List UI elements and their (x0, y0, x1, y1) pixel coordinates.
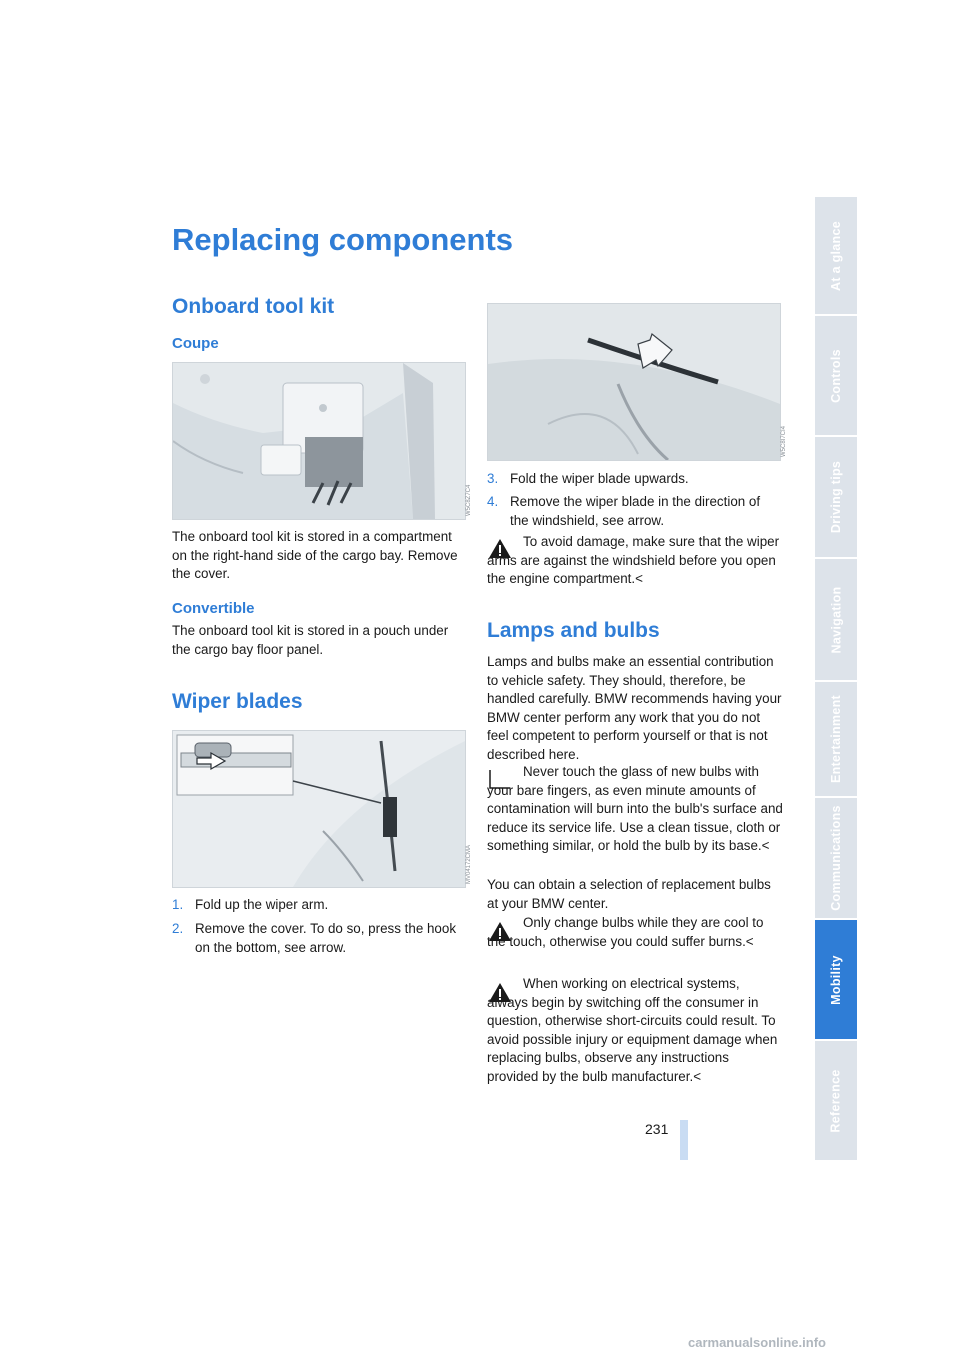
tab-label: Controls (829, 348, 844, 403)
glass-note (487, 763, 783, 856)
page-title: Replacing components (172, 222, 514, 257)
step-1 (172, 896, 467, 915)
subheading-coupe: Coupe (172, 335, 219, 352)
tab-navigation[interactable] (815, 559, 857, 680)
tab-label: Communications (829, 805, 844, 911)
figure-code: W5C8Z7C4 (466, 484, 472, 516)
step-text: Fold the wiper blade upwards. (510, 471, 689, 486)
section-heading-tool-kit: Onboard tool kit (172, 295, 335, 318)
electrical-warning (487, 975, 783, 1086)
watermark: carmanualsonline.info (688, 1335, 826, 1350)
step-number: 2. (172, 921, 184, 936)
selection-text: You can obtain a selection of replacement bulbs at your BMW center. (487, 877, 771, 911)
figure-code: W5C8I7CI4 (781, 425, 787, 457)
tab-at-a-glance[interactable] (815, 197, 857, 314)
subheading-convertible: Convertible (172, 600, 255, 617)
step-4 (487, 493, 782, 530)
step-number: 3. (487, 471, 499, 486)
step-number: 1. (172, 897, 184, 912)
coupe-text: The onboard tool kit is stored in a compartment on the right-hand side of the cargo bay. Remove the cover. (172, 529, 458, 581)
cool-warning-text: Only change bulbs while they are cool to the touch, otherwise you could suffer burns.< (487, 915, 764, 949)
tab-entertainment[interactable] (815, 682, 857, 796)
tab-label: Entertainment (829, 695, 844, 783)
electrical-warning-text: When working on electrical systems, always begin by switching off the consumer in question, otherwise short-circuits could result. To avoid possible injury or equipment damage when replacing bulbs, observe any instructions provided by the bulb manufacturer.< (487, 976, 778, 1084)
cool-warning (487, 914, 783, 951)
step-text: Remove the cover. To do so, press the hook on the bottom, see arrow. (195, 921, 457, 955)
figure-code: MV04172CMA (466, 844, 472, 884)
tab-label: Mobility (829, 954, 843, 1005)
figure-wiper-blade (487, 303, 781, 461)
section-heading-lamps: Lamps and bulbs (487, 619, 660, 642)
step-2 (172, 920, 467, 957)
step-text: Fold up the wiper arm. (195, 897, 329, 912)
wiper-warning (487, 533, 783, 589)
glass-note-text: Never touch the glass of new bulbs with your bare fingers, as even minute amounts of contamination will burn into the bulb's surface and reduce its service life. Use a clean tissue, cloth or something similar, or hold the bulb by its base.< (487, 764, 783, 853)
figure-wiper-arm (172, 730, 466, 888)
step-number: 4. (487, 494, 499, 509)
step-text: Remove the wiper blade in the direction of the windshield, see arrow. (510, 494, 761, 528)
tab-label: Navigation (829, 586, 843, 653)
wiper-warning-text: To avoid damage, make sure that the wiper arms are against the windshield before you open the engine compartment.< (487, 534, 780, 586)
tab-label: At a glance (829, 220, 843, 291)
figure-cargo-compartment (172, 362, 466, 520)
lamps-intro: Lamps and bulbs make an essential contribution to vehicle safety. They should, therefore, be handled carefully. BMW recommends having your BMW center perform any work that you do not feel competent to perform yourself or that is not described here. (487, 654, 782, 762)
tab-reference[interactable] (815, 1041, 857, 1160)
tab-controls[interactable] (815, 316, 857, 435)
tab-communications[interactable] (815, 798, 857, 918)
step-3 (487, 470, 782, 489)
tab-label: Driving tips (829, 460, 844, 534)
tab-driving-tips[interactable] (815, 437, 857, 557)
page-marker (680, 1120, 688, 1160)
tab-mobility[interactable] (815, 920, 857, 1039)
page-number: 231 (645, 1121, 669, 1137)
convertible-text: The onboard tool kit is stored in a pouch under the cargo bay floor panel. (172, 623, 449, 657)
tab-label: Reference (829, 1068, 843, 1133)
section-heading-wiper: Wiper blades (172, 690, 303, 713)
